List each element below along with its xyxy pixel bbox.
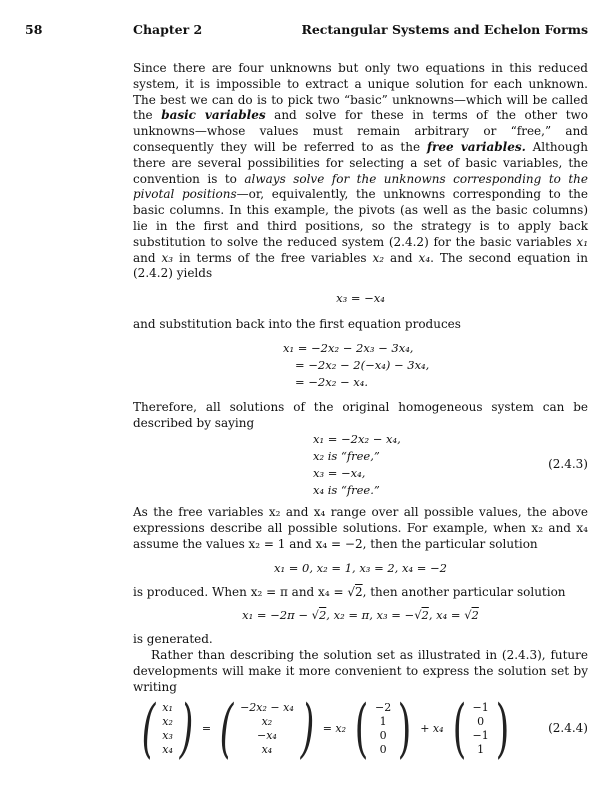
coefficient-x4: + x₄	[420, 722, 444, 736]
text-run: Although there are several possibilities for selecting a set of basic variables, the convention is to	[133, 139, 589, 186]
equation-number: (2.4.3)	[548, 457, 588, 472]
vector-entry: x₃	[162, 729, 173, 743]
text-run: —or, equivalently, the unknowns corresponding to the basic columns. In this example, the pivots (as well as the basic columns) lie in the first and third positions, so the strategy is to apply back substitution to solve the reduced system (2.4.2) for the basic variables	[133, 187, 589, 249]
paragraph-generated: is generated.	[133, 632, 213, 647]
equals-sign: =	[201, 722, 212, 736]
body-text	[133, 61, 589, 767]
equation-2-4-4	[133, 692, 588, 767]
equation-line: x₃ = −x₄,	[313, 465, 366, 480]
matrix-equation	[133, 692, 588, 767]
text-run: 2	[318, 608, 327, 623]
vector-entry: −2	[375, 701, 392, 715]
running-header	[0, 22, 610, 40]
text-run: Since there are four unknowns but only two equations in this reduced system, it is impossible to extract a unique solution for each unknown. The best we can do is to pick two “basic” unknowns—which will be called the	[133, 61, 588, 123]
vector-entry: 0	[379, 729, 387, 743]
sqrt-icon: √	[347, 584, 355, 599]
right-paren-icon: )	[495, 692, 510, 767]
equation-line: x₂ is “free,”	[313, 448, 380, 463]
vector-entry: −2x₂ − x₄	[240, 701, 294, 715]
vector-entry: 1	[379, 715, 387, 729]
paragraph-basic-variables	[133, 61, 588, 282]
section-title: Rectangular Systems and Echelon Forms	[301, 22, 588, 37]
sqrt-icon: √	[414, 608, 422, 623]
paragraph-therefore: Therefore, all solutions of the original homogeneous system can be described by saying	[133, 399, 588, 430]
text-run: 2	[471, 608, 479, 623]
vector-entry: −1	[472, 729, 489, 743]
vector-entries	[471, 699, 489, 759]
text-run: 2	[354, 584, 363, 599]
text-run: and	[384, 250, 419, 265]
sqrt-icon: √	[464, 608, 472, 623]
text-run: and solve for these in terms of the other two unknowns—whose values must remain arbitrary or “free,” and consequently they will be referred to as the	[133, 108, 589, 154]
paragraph-when	[133, 585, 588, 601]
vector-entries	[374, 699, 392, 759]
vector-entry: x₂	[162, 715, 173, 729]
text-run: , x₄ =	[428, 608, 465, 623]
equation-particular-2	[133, 608, 588, 624]
equation-particular-1: x₁ = 0, x₂ = 1, x₃ = 2, x₄ = −2	[273, 560, 447, 575]
text-run: in terms of the free variables	[173, 250, 373, 265]
vector-entries	[161, 699, 174, 759]
coefficient-x2: = x₂	[322, 722, 347, 736]
text-run: , x₂ = π, x₃ = −	[326, 608, 415, 623]
vector-x	[136, 692, 199, 767]
vector-entry: x₁	[162, 701, 173, 715]
right-paren-icon: )	[300, 692, 315, 767]
math-var: x₃	[161, 250, 174, 265]
paragraph-rather: Rather than describing the solution set as illustrated in (2.4.3), future developments will make it more convenient to express the solution set by writing	[133, 647, 588, 694]
term-free-variables: free variables.	[426, 139, 526, 154]
vector-entry: 1	[477, 743, 485, 757]
text-run: x₁ = −2π −	[242, 608, 312, 623]
left-paren-icon: (	[354, 692, 369, 767]
chapter-label: Chapter 2	[133, 22, 203, 37]
vector-solution	[214, 692, 320, 767]
emphasis-convention: always solve for the unknowns corresponding to the pivotal positions	[133, 171, 588, 202]
left-paren-icon: (	[141, 692, 156, 767]
equation-number: (2.4.4)	[548, 721, 588, 736]
vector-h1	[349, 692, 417, 767]
equation-x3: x₃ = −x₄	[336, 291, 385, 306]
vector-entry: x₄	[261, 743, 273, 757]
equation-substitution	[133, 341, 588, 392]
left-paren-icon: (	[219, 692, 234, 767]
math-var: x₁	[576, 234, 588, 249]
equation-line: x₄ is “free.”	[313, 482, 380, 497]
equation-line: = −2x₂ − x₄.	[295, 375, 369, 390]
equation-line: x₁ = −2x₂ − 2x₃ − 3x₄,	[283, 341, 414, 356]
equation-line: x₁ = −2x₂ − x₄,	[313, 431, 401, 446]
text-run: . The second equation in (2.4.2) yields	[133, 250, 588, 281]
equation-2-4-3	[133, 431, 588, 499]
vector-h2	[447, 692, 515, 767]
paragraph-substitution: and substitution back into the first equation produces	[133, 316, 461, 331]
sqrt-icon: √	[311, 608, 319, 623]
vector-entries	[239, 699, 295, 759]
vector-entry: −x₄	[256, 729, 277, 743]
text-run: is produced. When x₂ = π and x₄ =	[133, 584, 348, 599]
right-paren-icon: )	[397, 692, 412, 767]
vector-entry: 0	[379, 743, 387, 757]
vector-entry: x₄	[162, 743, 173, 757]
equation-line: = −2x₂ − 2(−x₄) − 3x₄,	[295, 358, 430, 373]
text-run: and	[133, 250, 162, 265]
term-basic-variables: basic variables	[161, 108, 266, 123]
text-run: , then another particular solution	[362, 584, 566, 599]
page-number: 58	[25, 22, 43, 37]
paragraph-free-variables: As the free variables x₂ and x₄ range over all possible values, the above expressions describe all possible solutions. For example, when x₂ and x₄ assume the values x₂ = 1 and x₄ = −2, then the particular solution	[133, 505, 588, 551]
vector-entry: 0	[477, 715, 485, 729]
math-var: x₂	[372, 250, 385, 265]
vector-entry: x₂	[261, 715, 273, 729]
text-run: 2	[421, 608, 429, 623]
right-paren-icon: )	[179, 692, 194, 767]
vector-entry: −1	[472, 701, 489, 715]
left-paren-icon: (	[452, 692, 466, 767]
math-var: x₄	[418, 250, 431, 265]
